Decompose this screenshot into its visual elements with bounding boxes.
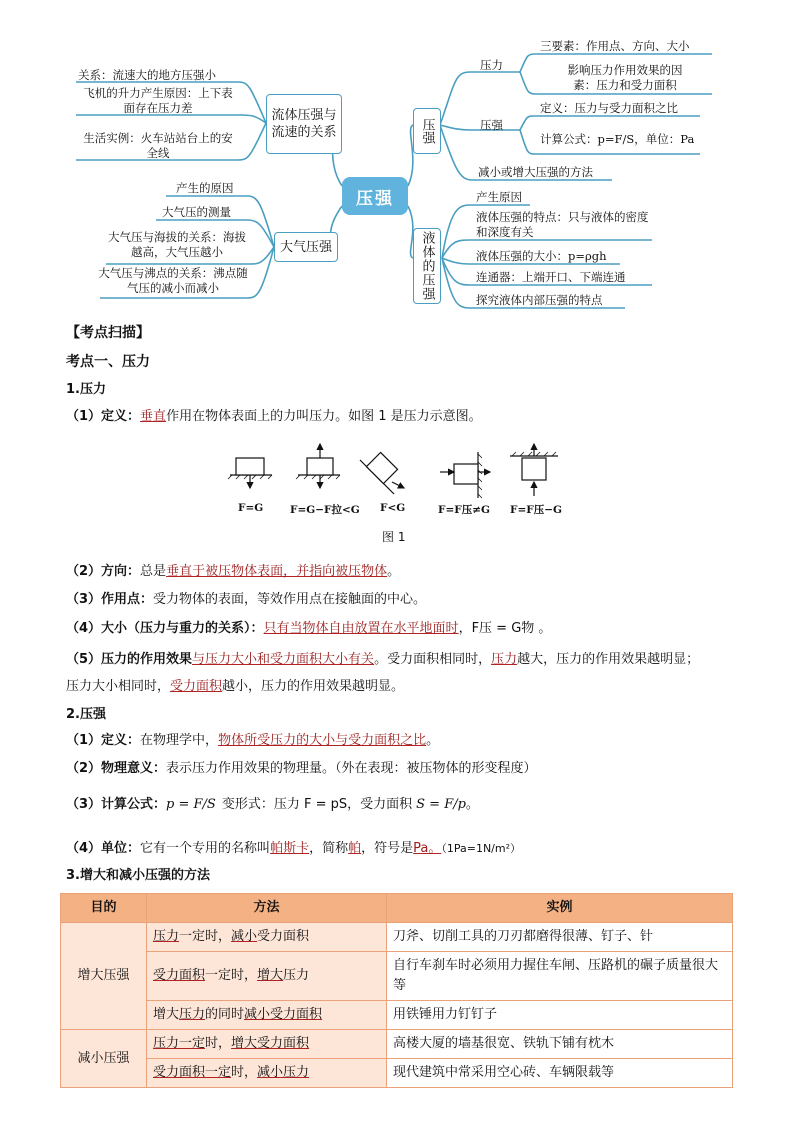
table-category: 减小压强 [61, 1030, 147, 1088]
fig-label-3: F<G [380, 502, 406, 514]
method-segment: 增大受力面积 [231, 1036, 310, 1051]
method-segment: 压力 [283, 968, 310, 983]
table-example-cell: 自行车刹车时必须用力握住车闸、压路机的碾子质量很大等 [387, 952, 733, 1001]
fig-label-4: F=F压≠G [438, 504, 490, 516]
force-effect-l1b: 。受力面积相同时， [374, 652, 492, 667]
mindmap-fluid-item-3: 生活实例：火车站站台上的安全线 [83, 131, 233, 160]
force-size-u: 只有当物体自由放置在水平地面时 [263, 621, 459, 636]
mindmap-atm-item-3: 大气压与海拔的关系：海拔越高，大气压越小 [108, 230, 246, 259]
pressure-formula-label: （3）计算公式： [66, 797, 167, 812]
force-point-text: 受力物体的表面，等效作用点在接触面的中心。 [153, 592, 427, 607]
pressure-formula-mid: 变形式：压力 F = pS，受力面积 [221, 797, 413, 812]
mindmap-fluid-item-1: 关系：流速大的地方压强小 [78, 68, 216, 82]
scan-title: 【考点扫描】 [66, 325, 150, 341]
method-segment: 压力一定 [153, 1036, 206, 1051]
point-one-title: 考点一、压力 [66, 354, 150, 370]
mindmap-force-label: 压力 [480, 58, 503, 72]
table-row [61, 1059, 733, 1088]
mindmap-atm-item-4: 大气压与沸点的关系：沸点随气压的减小而减小 [98, 266, 248, 295]
pressure-def-end: 。 [426, 733, 440, 748]
force-def-rest: 作用在物体表面上的力叫压力。如图 1 是压力示意图。 [166, 409, 482, 424]
mindmap-node-fluid [266, 94, 342, 154]
table-method-cell [147, 1059, 387, 1088]
table-header-method: 方法 [147, 894, 387, 923]
table-row [61, 1030, 733, 1059]
mindmap-atm-item-2: 大气压的测量 [162, 205, 231, 219]
method-segment: 时， [205, 1036, 232, 1051]
mindmap-liquid-item-5: 探究液体内部压强的特点 [476, 293, 603, 307]
method-segment: 的同时 [205, 1007, 245, 1022]
heading-pressure: 2.压强 [66, 707, 106, 722]
mindmap-pressure-item-2: 计算公式：p=F/S，单位：Pa [540, 132, 695, 146]
pressure-formula [66, 796, 479, 814]
table-method-cell [147, 1030, 387, 1059]
force-size-end: ，F压 = G物 。 [458, 621, 552, 636]
force-def-label: （1）定义： [66, 409, 141, 424]
method-segment: 压力 [153, 929, 180, 944]
table-header-row [61, 894, 733, 923]
fig-label-2: F=G−F拉<G [290, 504, 360, 516]
force-point [66, 591, 426, 609]
mindmap-node-pressure [413, 108, 441, 154]
method-segment: 时， [231, 1065, 258, 1080]
table-example-cell: 用铁锤用力钉钉子 [387, 1001, 733, 1030]
mindmap-pressure-item-1: 定义：压力与受力面积之比 [540, 101, 678, 115]
mindmap-fluid-item-2: 飞机的升力产生原因：上下表面存在压力差 [83, 86, 233, 115]
mindmap-liquid-item-2: 液体压强的特点：只与液体的密度和深度有关 [476, 210, 649, 239]
force-dir-pre: 总是 [140, 564, 167, 579]
pressure-unit [66, 840, 521, 858]
mindmap-liquid-item-4: 连通器：上端开口、下端连通 [476, 270, 626, 284]
mindmap-force-item-2: 影响压力作用效果的因素：压力和受力面积 [567, 63, 683, 92]
force-effect-l1a: （5）压力的作用效果 [66, 652, 193, 667]
force-dir-end: 。 [387, 564, 401, 579]
force-effect-l2u: 受力面积 [170, 679, 223, 694]
mindmap-node-pressure-title: 压强 [419, 118, 435, 144]
pressure-def-pre: 在物理学中， [140, 733, 219, 748]
mindmap-atm-item-1: 产生的原因 [176, 181, 234, 195]
fig-label-5: F=F压−G [510, 504, 562, 516]
pressure-unit-label: （4）单位： [66, 841, 141, 856]
mindmap-force-item-1: 三要素：作用点、方向、大小 [540, 39, 690, 53]
force-effect-l1u2: 压力 [491, 652, 518, 667]
method-segment: 压力 [179, 1007, 206, 1022]
table-body [61, 923, 733, 1088]
method-segment: 增大 [257, 968, 284, 983]
mindmap-center: 压强 [342, 177, 408, 215]
pressure-mean-label: （2）物理意义： [66, 761, 167, 776]
force-size-label: （4）大小（压力与重力的关系）： [66, 621, 264, 636]
pressure-formula-f1: p = F/S [166, 797, 216, 812]
force-effect-line1 [66, 651, 699, 669]
force-effect-l2b: 越小，压力的作用效果越明显。 [222, 679, 405, 694]
pressure-unit-u2: 帕 [348, 841, 362, 856]
force-effect-line2 [66, 678, 404, 696]
method-segment: 减小受力面积 [244, 1007, 323, 1022]
force-effect-l1u: 与压力大小和受力面积大小有关 [192, 652, 375, 667]
method-segment: 一定时， [205, 968, 258, 983]
table-method-cell [147, 923, 387, 952]
table-method-cell [147, 952, 387, 1001]
force-dir-u: 垂直于被压物体表面，并指向被压物体 [166, 564, 388, 579]
mindmap-method: 减小或增大压强的方法 [478, 165, 593, 179]
pressure-methods-table [60, 893, 733, 1088]
pressure-formula-end: 。 [465, 797, 479, 812]
method-segment: 受力面积 [153, 968, 206, 983]
pressure-meaning [66, 760, 537, 778]
force-effect-l1c: 越大，压力的作用效果越明显； [517, 652, 700, 667]
pressure-def-u: 物体所受压力的大小与受力面积之比 [218, 733, 427, 748]
mindmap-node-fluid-title: 流体压强与流速的关系 [271, 108, 337, 140]
mindmap-node-liquid-title: 液体的压强 [419, 231, 435, 301]
pressure-def-label: （1）定义： [66, 733, 141, 748]
method-segment: 受力面积一定 [153, 1065, 232, 1080]
table-method-cell [147, 1001, 387, 1030]
force-point-label: （3）作用点： [66, 592, 154, 607]
force-def-u1: 垂直 [140, 409, 167, 424]
mindmap-node-liquid [413, 228, 441, 304]
table-row [61, 952, 733, 1001]
method-segment: 受力面积 [257, 929, 310, 944]
mindmap-node-atmosphere [274, 232, 338, 262]
pressure-formula-f2: S = F/p [416, 797, 466, 812]
pressure-unit-pre: 它有一个专用的名称叫 [140, 841, 271, 856]
pressure-unit-mid2: ，符号是 [361, 841, 414, 856]
fig-label-1: F=G [238, 502, 264, 514]
table-header-purpose: 目的 [61, 894, 147, 923]
force-effect-l2a: 压力大小相同时， [66, 679, 171, 694]
figure-caption: 图 1 [382, 530, 406, 544]
table-example-cell: 高楼大厦的墙基很宽、铁轨下铺有枕木 [387, 1030, 733, 1059]
table-row [61, 1001, 733, 1030]
heading-force: 1.压力 [66, 382, 106, 397]
mindmap-liquid-item-1: 产生原因 [476, 190, 522, 204]
pressure-unit-end: （1Pa=1N/m²） [441, 842, 522, 855]
table-example-cell: 刀斧、切削工具的刀刃都磨得很薄、钉子、针 [387, 923, 733, 952]
table-row [61, 923, 733, 952]
pressure-mean-text: 表示压力作用效果的物理量。（外在表现：被压物体的形变程度） [166, 761, 537, 776]
method-segment: 减小 [231, 929, 258, 944]
force-size [66, 620, 551, 638]
heading-methods: 3.增大和减小压强的方法 [66, 868, 210, 883]
force-diagram [222, 440, 572, 532]
pressure-unit-mid: ，简称 [309, 841, 349, 856]
table-example-cell: 现代建筑中常采用空心砖、车辆限载等 [387, 1059, 733, 1088]
table-category: 增大压强 [61, 923, 147, 1030]
mindmap-liquid-item-3: 液体压强的大小：p=ρgh [476, 249, 607, 263]
pressure-unit-u3: Pa。 [413, 841, 442, 856]
mindmap-node-atmosphere-title: 大气压强 [279, 239, 332, 255]
method-segment: 减小压力 [257, 1065, 310, 1080]
pressure-unit-u1: 帕斯卡 [270, 841, 310, 856]
table-header-example: 实例 [387, 894, 733, 923]
force-dir-label: （2）方向： [66, 564, 141, 579]
force-definition [66, 408, 482, 426]
method-segment: 增大 [153, 1007, 180, 1022]
pressure-definition [66, 732, 439, 750]
method-segment: 一定时， [179, 929, 232, 944]
force-direction [66, 563, 400, 581]
mindmap-pressure-label: 压强 [480, 118, 503, 132]
